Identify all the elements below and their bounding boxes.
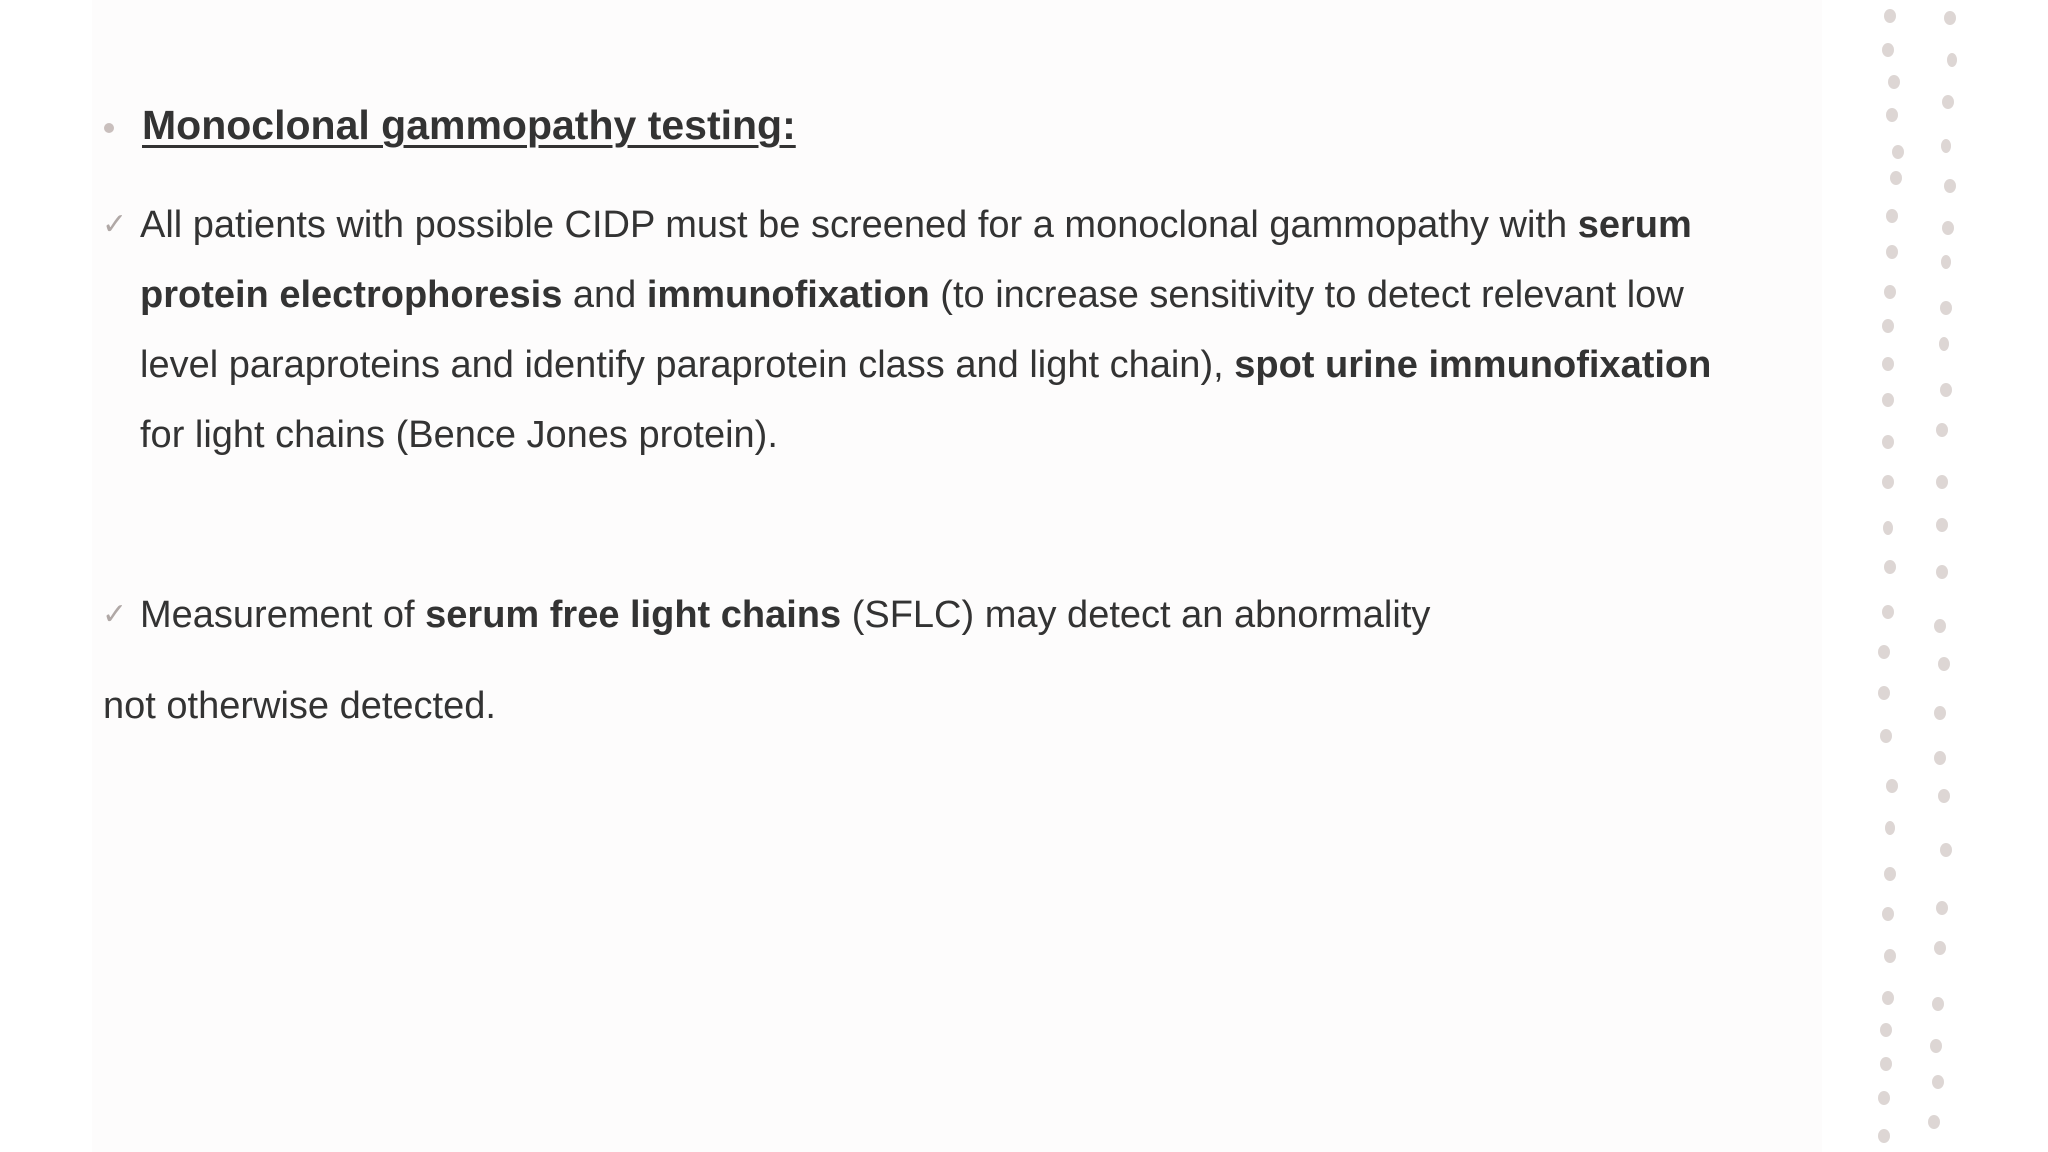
item1-bold-3: spot urine immunofixation (1234, 344, 1712, 386)
content-panel (92, 0, 1822, 1152)
bullet-item-screening (102, 190, 1720, 470)
slide-heading: Monoclonal gammopathy testing: (142, 102, 796, 148)
checkmark-icon: ✓ (102, 597, 128, 632)
heading-row (104, 102, 796, 149)
item1-bold-2: immunofixation (646, 274, 930, 316)
item1-bold-1: serum protein electrophoresis (140, 204, 1692, 316)
item2-text-1: Measurement of (140, 594, 426, 636)
checkmark-icon: ✓ (102, 207, 128, 242)
dotted-border-decoration (1860, 0, 2000, 1152)
bullet-dot-icon (104, 123, 114, 133)
item1-text-3: (to increase sensitivity to detect relevant low level paraproteins and identify paraprotein class and light chain), (140, 274, 1684, 386)
item1-text-1: All patients with possible CIDP must be screened for a monoclonal gammopathy with (140, 204, 1578, 246)
item1-text-4: for light chains (Bence Jones protein). (140, 414, 778, 456)
item1-text-2: and (562, 274, 647, 316)
item2-continuation: not otherwise detected. (103, 685, 496, 727)
item2-text-2: (SFLC) may detect an abnormality (841, 594, 1431, 636)
item2-bold-1: serum free light chains (425, 594, 842, 636)
bullet-item-sflc (102, 580, 1640, 650)
